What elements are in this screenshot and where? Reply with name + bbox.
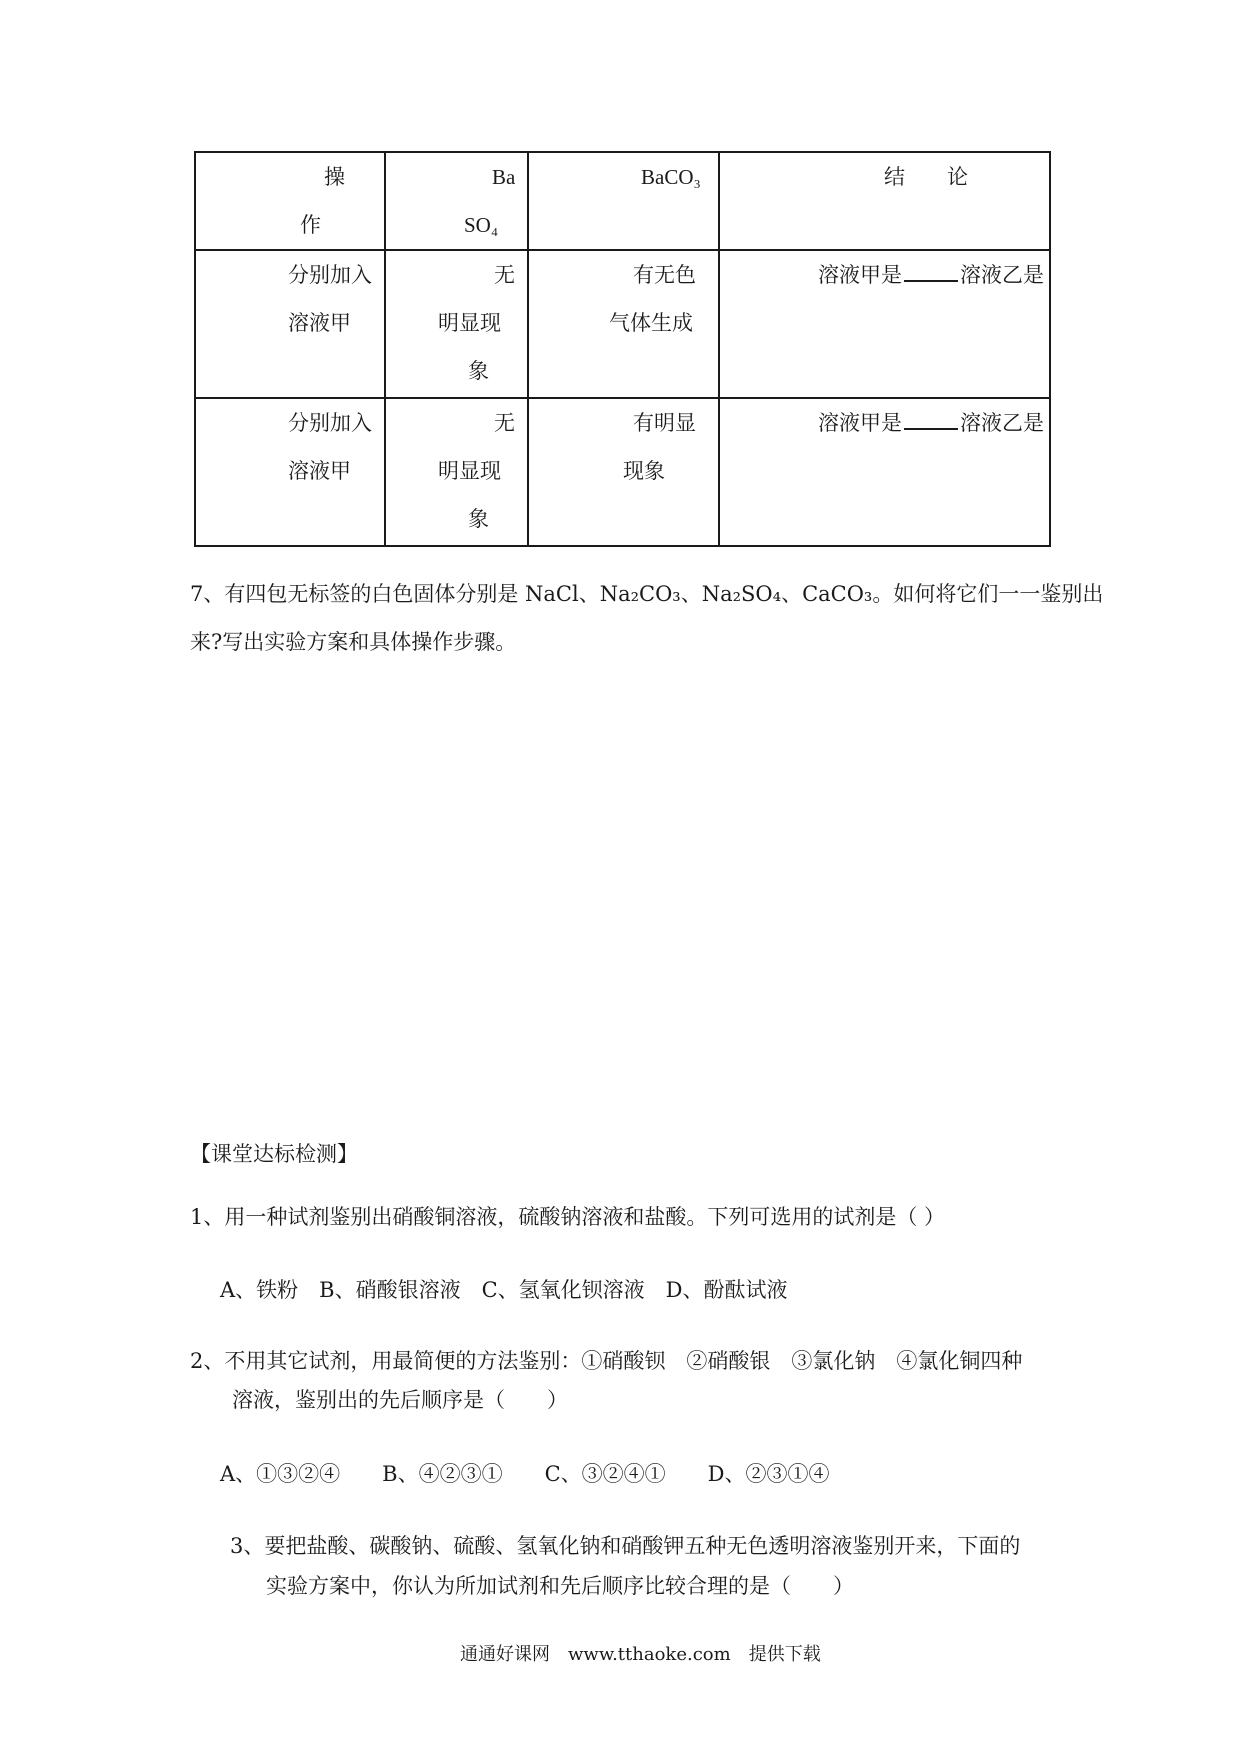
q3-stem-line2: 实验方案中，你认为所加试剂和先后顺序比较合理的是（ ） [266,1574,854,1598]
row2-baco3 [528,398,719,546]
header-op-line1: 操 [324,165,345,189]
question-7 [190,570,1103,666]
row2-operation [195,398,385,546]
header-conclusion [719,152,1050,250]
row2-baco3-line2: 现象 [623,459,665,483]
section-title: 【课堂达标检测】 [190,1142,358,1166]
table-header-row [195,152,1050,250]
row1-baso4-line1: 无 [494,263,515,287]
answer-blank [904,406,958,430]
header-baco3 [528,152,719,250]
row2-baso4-line2: 明显现 [438,459,501,483]
q3-stem-line1: 3、要把盐酸、碳酸钠、硫酸、氢氧化钠和硝酸钾五种无色透明溶液鉴别开来，下面的 [230,1534,1021,1558]
row1-baso4-line3: 象 [468,359,489,383]
header-baso4-line1: Ba [492,165,516,189]
row2-baso4 [385,398,528,546]
table-row [195,398,1050,546]
row2-op-line1: 分别加入 [288,411,372,435]
row2-conclusion [719,398,1050,546]
q7-line2: 来?写出实验方案和具体操作步骤。 [190,630,517,654]
q2-stem-line1: 2、不用其它试剂，用最简便的方法鉴别：①硝酸钡 ②硝酸银 ③氯化钠 ④氯化铜四种 [190,1349,1023,1373]
header-conclusion-label: 结 论 [884,165,968,189]
q1-stem: 1、用一种试剂鉴别出硝酸铜溶液，硫酸钠溶液和盐酸。下列可选用的试剂是（ ） [190,1205,946,1229]
row2-baco3-line1: 有明显 [633,411,696,435]
q1-options: A、铁粉 B、硝酸银溶液 C、氢氧化钡溶液 D、酚酞试液 [220,1278,788,1302]
row1-operation [195,250,385,398]
row1-baco3 [528,250,719,398]
row1-conclusion [719,250,1050,398]
q7-line1: 7、有四包无标签的白色固体分别是 NaCl、Na₂CO₃、Na₂SO₄、CaCO₃。如何将它们一一鉴别出 [190,582,1104,606]
row1-op-line1: 分别加入 [288,263,372,287]
row2-conclusion-b: 溶液乙是 [960,411,1044,435]
row1-baso4 [385,250,528,398]
row1-conclusion-a: 溶液甲是 [818,263,902,287]
row1-baso4-line2: 明显现 [438,311,501,335]
row1-conclusion-text [720,251,1049,299]
footer-credit: 通通好课网 www.tthaoke.com 提供下载 [460,1644,821,1665]
row2-conclusion-a: 溶液甲是 [818,411,902,435]
row2-baso4-line3: 象 [468,507,489,531]
row1-baco3-line2: 气体生成 [609,311,693,335]
table-row [195,250,1050,398]
header-operation [195,152,385,250]
row1-conclusion-b: 溶液乙是 [960,263,1044,287]
header-op-line2: 作 [300,213,321,237]
header-baso4-line2: SO₄ [464,213,499,237]
row2-baso4-line1: 无 [494,411,515,435]
q2-options: A、①③②④ B、④②③① C、③②④① D、②③①④ [220,1462,830,1486]
row1-baco3-line1: 有无色 [633,263,696,287]
row2-op-line2: 溶液甲 [288,459,351,483]
row2-conclusion-text [720,399,1049,447]
header-baco3-label: BaCO₃ [641,165,701,189]
header-baso4 [385,152,528,250]
row1-op-line2: 溶液甲 [288,311,351,335]
q2-stem-line2: 溶液，鉴别出的先后顺序是（ ） [232,1388,568,1412]
answer-blank [904,258,958,282]
identification-table [194,151,1051,547]
